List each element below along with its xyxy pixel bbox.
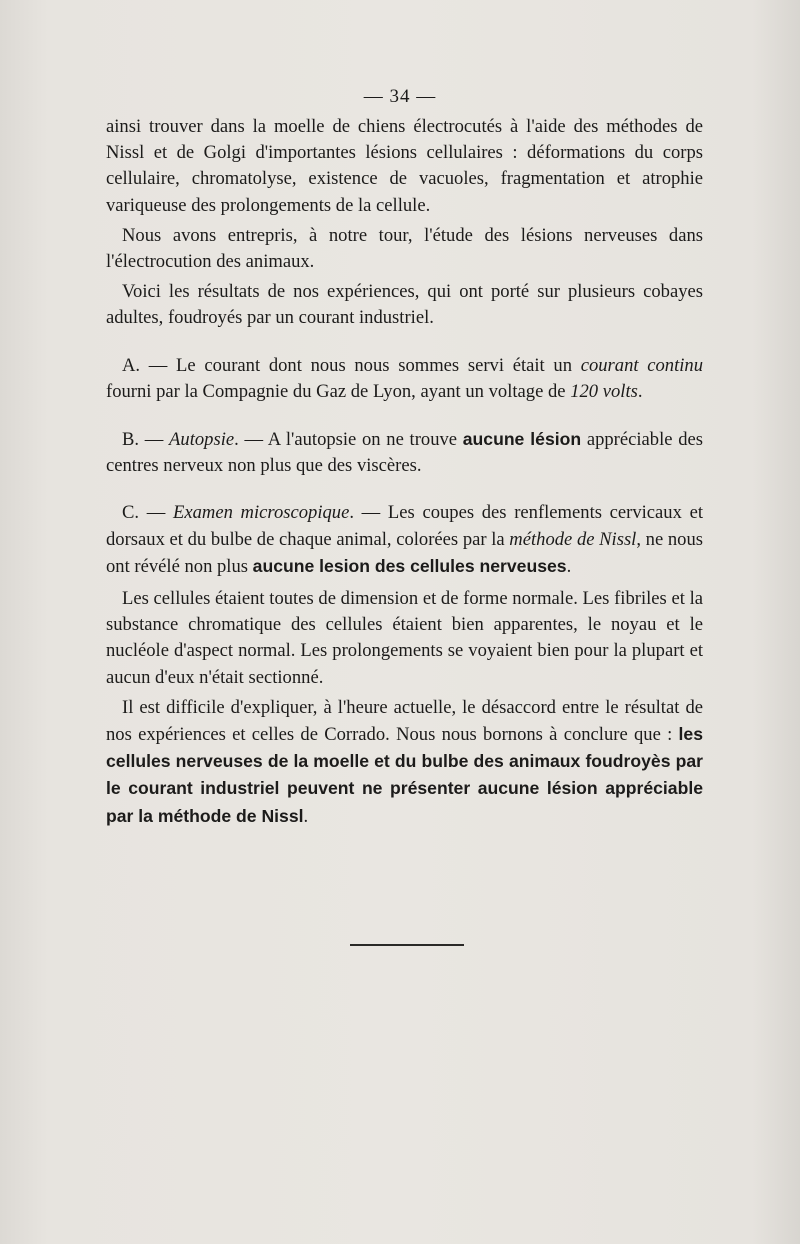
page-number: — 34 —	[363, 86, 437, 107]
section-c: C. — Examen microscopique. — Les coupes des renflements cervicaux et dorsaux et du bulbe de chaque animal, colorées par la méthode de Nissl, ne nous ont révélé non plus aucune lesion des cellules nerveuses.	[106, 502, 703, 577]
paragraph-study: Nous avons entrepris, à notre tour, l'étude des lésions nerveuses dans l'électrocution des animaux.	[106, 224, 703, 273]
paragraph-conclusion: Il est difficile d'expliquer, à l'heure actuelle, le désaccord entre le résultat de nos expériences et celles de Corrado. Nous nous bornons à conclure que : les cellules nerveuses de la moelle et du bulbe des animaux foudroyès par le courant industriel peuvent ne présenter aucune lésion appréciable par la méthode de Nissl.	[106, 696, 703, 827]
paragraph-results: Voici les résultats de nos expériences, qui ont porté sur plusieurs cobayes adultes, foudroyés par un courant industriel.	[106, 281, 703, 329]
section-a: A. — Le courant dont nous nous sommes servi était un courant continu fourni par la Compagnie du Gaz de Lyon, ayant un voltage de 120 volts.	[106, 354, 703, 402]
body-text	[106, 114, 703, 830]
paragraph-continuation: ainsi trouver dans la moelle de chiens électrocutés à l'aide des méthodes de Nissl et de Golgi d'importantes lésions cellulaires : déformations du corps cellulaire, chromatolyse, existence de vacuoles, fragmentation et atrophie variqueuse des prolongements de la cellule.	[106, 116, 703, 216]
end-rule	[350, 944, 464, 946]
section-b: B. — Autopsie. — A l'autopsie on ne trouve aucune lésion appréciable des centres nerveux non plus que des viscères.	[106, 429, 703, 477]
paragraph-cells: Les cellules étaient toutes de dimension et de forme normale. Les fibriles et la substance chromatique des cellules étaient bien apparentes, le noyau et le nucléole d'aspect normal. Les prolongements se voyaient bien pour la plupart et aucun d'eux n'était sectionné.	[106, 588, 703, 688]
